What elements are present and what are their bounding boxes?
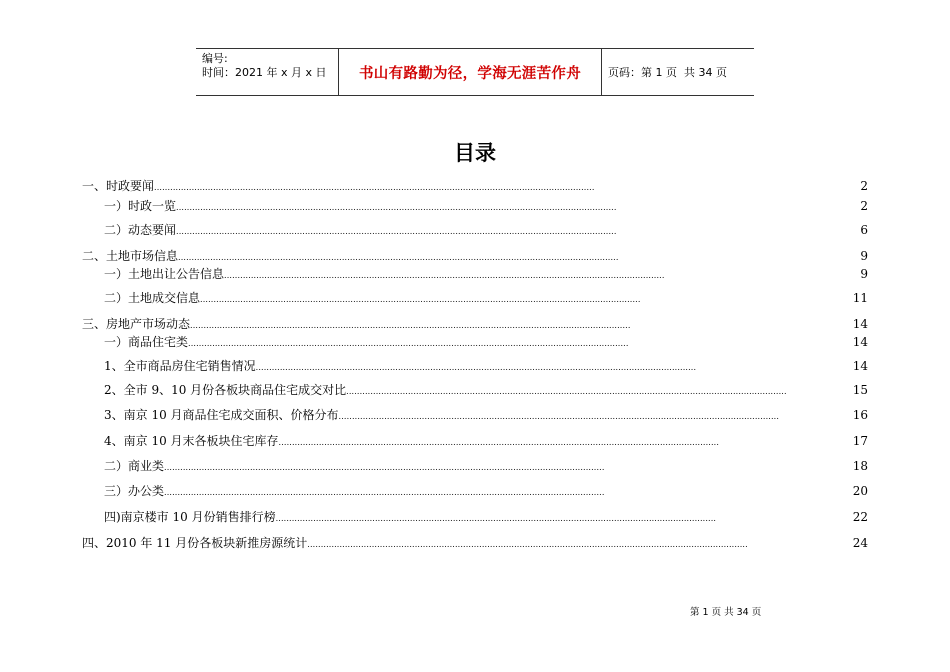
toc-entry-label: 4、南京 10 月末各板块住宅库存 (104, 434, 279, 448)
toc-leader-dots (339, 407, 851, 423)
toc-entry[interactable] (82, 248, 868, 264)
page-footer: 第 1 页 共 34 页 (690, 607, 762, 618)
toc-entry-label: 二、土地市场信息 (82, 249, 179, 263)
toc-entry-label: 三）办公类 (104, 484, 165, 498)
toc-leader-dots (307, 535, 850, 551)
toc-entry-label: 三、房地产市场动态 (82, 317, 191, 331)
toc-leader-dots (224, 266, 858, 282)
toc-entry[interactable] (82, 334, 868, 350)
toc-entry-page: 24 (852, 536, 868, 550)
page-indicator: 页码：第 1 页 共 34 页 (608, 66, 727, 79)
toc-leader-dots (176, 198, 858, 214)
toc-entry[interactable] (82, 483, 868, 499)
toc-entry[interactable] (82, 222, 868, 238)
toc-entry[interactable] (82, 535, 868, 551)
toc-entry-label: 四)南京楼市 10 月份销售排行榜 (104, 510, 276, 524)
toc-entry-label: 1、全市商品房住宅销售情况 (104, 359, 256, 373)
toc-entry[interactable] (82, 290, 868, 306)
toc-leader-dots (279, 433, 851, 449)
toc-entry-label: 二）商业类 (104, 459, 165, 473)
toc-entry-page: 15 (852, 383, 868, 397)
toc-entry[interactable] (82, 316, 868, 332)
toc-entry-page: 2 (860, 179, 868, 193)
toc-entry[interactable] (82, 266, 868, 282)
toc-entry[interactable] (82, 407, 868, 423)
toc-entry-page: 9 (860, 267, 868, 281)
toc-entry-page: 20 (852, 484, 868, 498)
toc-leader-dots (176, 222, 858, 238)
toc-entry[interactable] (82, 382, 868, 398)
toc-entry-page: 22 (852, 510, 868, 524)
toc-entry-label: 四、2010 年 11 月份各板块新推房源统计 (82, 536, 308, 550)
toc-leader-dots (164, 458, 851, 474)
toc-entry-page: 17 (852, 434, 868, 448)
toc-entry-label: 3、南京 10 月商品住宅成交面积、价格分布 (104, 408, 339, 422)
header-info-cell (196, 49, 339, 95)
toc-entry-label: 二）动态要闻 (104, 223, 177, 237)
toc-entry-page: 14 (852, 359, 868, 373)
toc-entry-label: 一）商品住宅类 (104, 335, 189, 349)
time-label: 时间：2021 年 x 月 x 日 (202, 66, 327, 79)
toc-leader-dots (190, 316, 851, 332)
toc-entry-page: 6 (860, 223, 868, 237)
toc-entry[interactable] (82, 358, 868, 374)
toc-entry-label: 一）时政一览 (104, 199, 177, 213)
toc-entry-label: 一、时政要闻 (82, 179, 155, 193)
toc-entry[interactable] (82, 178, 868, 194)
toc-leader-dots (154, 178, 858, 194)
toc-entry-page: 14 (852, 335, 868, 349)
toc-entry-label: 一）土地出让公告信息 (104, 267, 225, 281)
toc-leader-dots (188, 334, 851, 350)
toc-entry-page: 18 (852, 459, 868, 473)
toc-leader-dots (178, 248, 858, 264)
toc-leader-dots (200, 290, 851, 306)
page-title: 目录 (454, 141, 496, 165)
number-label: 编号: (202, 52, 228, 65)
toc-entry-page: 2 (860, 199, 868, 213)
toc-leader-dots (276, 509, 851, 525)
toc-leader-dots (346, 382, 851, 398)
toc-entry-label: 二）土地成交信息 (104, 291, 201, 305)
toc-entry-page: 11 (852, 291, 868, 305)
toc-entry[interactable] (82, 458, 868, 474)
toc-leader-dots (256, 358, 851, 374)
motto: 书山有路勤为径，学海无涯苦作舟 (339, 49, 602, 95)
toc-entry[interactable] (82, 509, 868, 525)
toc-entry-page: 16 (852, 408, 868, 422)
toc-entry-page: 9 (860, 249, 868, 263)
page-header (196, 48, 754, 96)
toc-entry[interactable] (82, 198, 868, 214)
toc-entry[interactable] (82, 433, 868, 449)
toc-entry-page: 14 (852, 317, 868, 331)
toc-leader-dots (164, 483, 851, 499)
toc-entry-label: 2、全市 9、10 月份各板块商品住宅成交对比 (104, 383, 347, 397)
